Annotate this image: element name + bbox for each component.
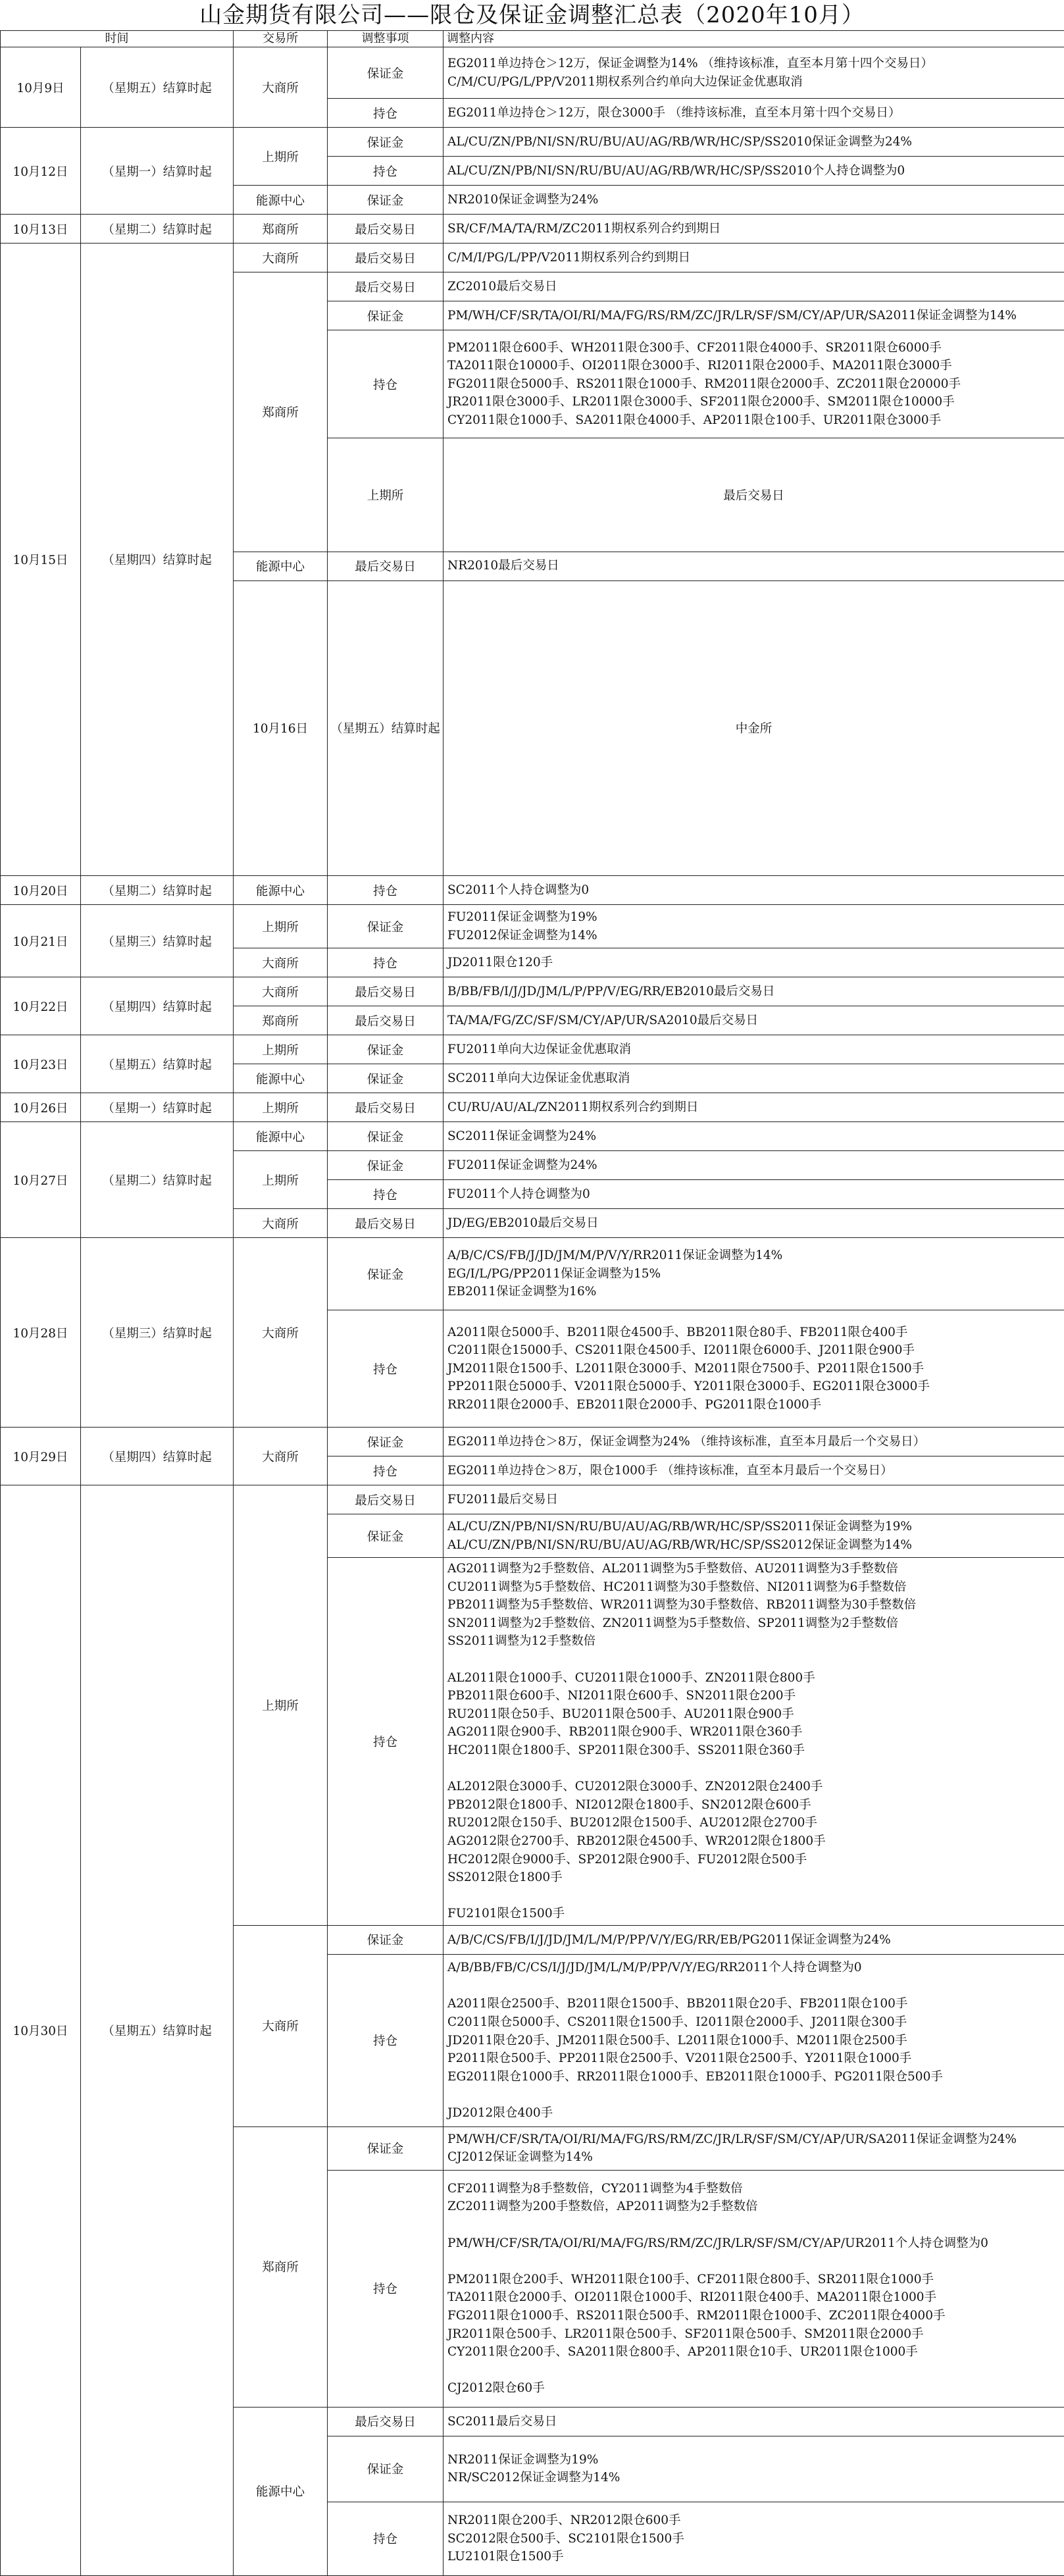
content-cell: EG2011单边持仓＞12万，限仓3000手 （维持该标准，直至本月第十四个交易日）	[443, 99, 1064, 128]
content-cell: NR2010最后交易日	[443, 552, 1064, 580]
item-cell: 保证金	[328, 301, 443, 330]
weekday-cell: （星期四）结算时起	[81, 1428, 234, 1485]
header-item: 调整事项	[328, 31, 443, 47]
item-cell: 持仓	[328, 1310, 443, 1428]
date-cell: 10月30日	[1, 1485, 81, 2576]
content-cell: B/BB/FB/I/J/JD/JM/L/P/PP/V/EG/RR/EB2010最后交易日	[443, 977, 1064, 1006]
exchange-cell: 中金所	[443, 580, 1064, 876]
content-cell: TA/MA/FG/ZC/SF/SM/CY/AP/UR/SA2010最后交易日	[443, 1006, 1064, 1035]
item-cell: 保证金	[328, 905, 443, 948]
content-cell: AL/CU/ZN/PB/NI/SN/RU/BU/AU/AG/RB/WR/HC/SP/SS2011保证金调整为19% AL/CU/ZN/PB/NI/SN/RU/BU/AU/AG/RB/WR/HC/SP/SS2012保证金调整为14%	[443, 1514, 1064, 1558]
content-cell: FU2011最后交易日	[443, 1485, 1064, 1514]
exchange-cell: 大商所	[234, 1209, 328, 1238]
content-cell: A/B/C/CS/FB/J/JD/JM/M/P/V/Y/RR2011保证金调整为14% EG/I/L/PG/PP2011保证金调整为15% EB2011保证金调整为16%	[443, 1238, 1064, 1310]
exchange-cell: 郑商所	[234, 1006, 328, 1035]
exchange-cell: 能源中心	[234, 876, 328, 905]
content-cell: PM/WH/CF/SR/TA/OI/RI/MA/FG/RS/RM/ZC/JR/LR/SF/SM/CY/AP/UR/SA2011保证金调整为24% CJ2012保证金调整为14%	[443, 2126, 1064, 2170]
item-cell: 保证金	[328, 128, 443, 157]
content-cell: CU/RU/AU/AL/ZN2011期权系列合约到期日	[443, 1093, 1064, 1122]
exchange-cell: 大商所	[234, 47, 328, 128]
date-cell: 10月13日	[1, 215, 81, 244]
exchange-cell: 大商所	[234, 1925, 328, 2126]
item-cell: 最后交易日	[328, 244, 443, 272]
content-cell: FU2011单向大边保证金优惠取消	[443, 1035, 1064, 1064]
item-cell: 最后交易日	[328, 552, 443, 580]
content-cell: AL/CU/ZN/PB/NI/SN/RU/BU/AU/AG/RB/WR/HC/SP/SS2010保证金调整为24%	[443, 128, 1064, 157]
content-cell: EG2011单边持仓＞8万，保证金调整为24% （维持该标准，直至本月最后一个交易日）	[443, 1428, 1064, 1456]
table-row	[1, 1485, 1064, 1514]
exchange-cell: 上期所	[234, 1093, 328, 1122]
content-cell: ZC2010最后交易日	[443, 272, 1064, 301]
item-cell: 保证金	[328, 47, 443, 99]
content-cell: SC2011个人持仓调整为0	[443, 876, 1064, 905]
weekday-cell: （星期五）结算时起	[328, 580, 443, 876]
exchange-cell: 郑商所	[234, 272, 328, 552]
item-cell: 保证金	[328, 2436, 443, 2502]
item-cell: 最后交易日	[328, 1485, 443, 1514]
exchange-cell: 大商所	[234, 1238, 328, 1428]
date-cell: 10月15日	[1, 244, 81, 876]
item-cell: 持仓	[328, 99, 443, 128]
exchange-cell: 大商所	[234, 948, 328, 977]
content-cell: NR2011限仓200手、NR2012限仓600手 SC2012限仓500手、SC2101限仓1500手 LU2101限仓1500手	[443, 2502, 1064, 2575]
item-cell: 持仓	[328, 948, 443, 977]
date-cell: 10月21日	[1, 905, 81, 977]
content-cell: SR/CF/MA/TA/RM/ZC2011期权系列合约到期日	[443, 215, 1064, 244]
item-cell: 持仓	[328, 1180, 443, 1209]
date-cell: 10月16日	[234, 580, 328, 876]
date-cell: 10月29日	[1, 1428, 81, 1485]
item-cell: 最后交易日	[328, 2407, 443, 2436]
table-row	[1, 1035, 1064, 1064]
date-cell: 10月26日	[1, 1093, 81, 1122]
header-exchange: 交易所	[234, 31, 328, 47]
exchange-cell: 能源中心	[234, 2407, 328, 2575]
exchange-cell: 能源中心	[234, 1122, 328, 1151]
weekday-cell: （星期五）结算时起	[81, 1035, 234, 1093]
item-cell: 保证金	[328, 1151, 443, 1180]
item-cell: 保证金	[328, 1428, 443, 1456]
exchange-cell: 能源中心	[234, 552, 328, 580]
weekday-cell: （星期一）结算时起	[81, 128, 234, 215]
content-cell: JD/EG/EB2010最后交易日	[443, 1209, 1064, 1238]
item-cell: 保证金	[328, 1238, 443, 1310]
table-row	[1, 905, 1064, 948]
item-cell: 持仓	[328, 1954, 443, 2126]
table-row	[1, 215, 1064, 244]
content-cell: JD2011限仓120手	[443, 948, 1064, 977]
exchange-cell: 大商所	[234, 244, 328, 272]
weekday-cell: （星期三）结算时起	[81, 1238, 234, 1428]
item-cell: 最后交易日	[328, 1209, 443, 1238]
exchange-cell: 上期所	[234, 905, 328, 948]
content-cell: FU2011保证金调整为24%	[443, 1151, 1064, 1180]
date-cell: 10月22日	[1, 977, 81, 1035]
content-cell: FU2011保证金调整为19% FU2012保证金调整为14%	[443, 905, 1064, 948]
content-cell: CF2011调整为8手整数倍，CY2011调整为4手整数倍 ZC2011调整为200手整数倍，AP2011调整为2手整数倍 PM/WH/CF/SR/TA/OI/RI/MA/FG/RS/RM/ZC/JR/LR/SF/SM/CY/AP/UR2011个人持仓调整为0 PM2011限仓200手、WH2011限仓100手、CF2011限仓800手、SR2011限仓1000手 TA2011限仓2000手、OI2011限仓1000手、RI2011限仓400手、MA2011限仓1000手 FG2011限仓1000手、RS2011限仓500手、RM2011限仓1000手、ZC2011限仓4000手 JR2011限仓500手、LR2011限仓500手、SF2011限仓500手、SM2011限仓2000手 CY2011限仓200手、SA2011限仓800手、AP2011限仓10手、UR2011限仓1000手 CJ2012限仓60手	[443, 2170, 1064, 2407]
item-cell: 最后交易日	[443, 438, 1064, 552]
date-cell: 10月28日	[1, 1238, 81, 1428]
exchange-cell: 郑商所	[234, 215, 328, 244]
date-cell: 10月12日	[1, 128, 81, 215]
content-cell: A/B/BB/FB/C/CS/I/J/JD/JM/L/M/P/PP/V/Y/EG/RR2011个人持仓调整为0 A2011限仓2500手、B2011限仓1500手、BB2011限仓20手、FB2011限仓100手 C2011限仓5000手、CS2011限仓1500手、I2011限仓2000手、J2011限仓300手 JD2011限仓20手、JM2011限仓500手、L2011限仓1000手、M2011限仓2500手 P2011限仓500手、PP2011限仓2500手、V2011限仓2500手、Y2011限仓1000手 EG2011限仓1000手、RR2011限仓1000手、EB2011限仓1000手、PG2011限仓500手 JD2012限仓400手	[443, 1954, 1064, 2126]
item-cell: 保证金	[328, 1514, 443, 1558]
content-cell: PM2011限仓600手、WH2011限仓300手、CF2011限仓4000手、SR2011限仓6000手 TA2011限仓10000手、OI2011限仓3000手、RI2011限仓2000手、MA2011限仓3000手 FG2011限仓5000手、RS2011限仓1000手、RM2011限仓2000手、ZC2011限仓20000手 JR2011限仓3000手、LR2011限仓3000手、SF2011限仓2000手、SM2011限仓10000手 CY2011限仓1000手、SA2011限仓4000手、AP2011限仓100手、UR2011限仓3000手	[443, 330, 1064, 438]
weekday-cell: （星期五）结算时起	[81, 1485, 234, 2576]
table-row	[1, 1428, 1064, 1456]
item-cell: 持仓	[328, 330, 443, 438]
content-cell: EG2011单边持仓＞12万，保证金调整为14% （维持该标准，直至本月第十四个交易日） C/M/CU/PG/L/PP/V2011期权系列合约单向大边保证金优惠取消	[443, 47, 1064, 99]
content-cell: SC2011保证金调整为24%	[443, 1122, 1064, 1151]
item-cell: 持仓	[328, 157, 443, 186]
weekday-cell: （星期二）结算时起	[81, 215, 234, 244]
content-cell: A/B/C/CS/FB/I/J/JD/JM/L/M/P/PP/V/Y/EG/RR/EB/PG2011保证金调整为24%	[443, 1925, 1064, 1954]
content-cell: NR2010保证金调整为24%	[443, 186, 1064, 215]
header-time: 时间	[1, 31, 234, 47]
item-cell: 持仓	[328, 1558, 443, 1926]
item-cell: 保证金	[328, 1064, 443, 1093]
weekday-cell: （星期五）结算时起	[81, 47, 234, 128]
content-cell: NR2011保证金调整为19% NR/SC2012保证金调整为14%	[443, 2436, 1064, 2502]
weekday-cell: （星期二）结算时起	[81, 1122, 234, 1238]
exchange-cell: 郑商所	[234, 2126, 328, 2407]
item-cell: 最后交易日	[328, 1006, 443, 1035]
item-cell: 保证金	[328, 186, 443, 215]
table-row	[1, 1238, 1064, 1310]
item-cell: 保证金	[328, 2126, 443, 2170]
header-row	[1, 31, 1064, 47]
content-cell: EG2011单边持仓＞8万，限仓1000手 （维持该标准，直至本月最后一个交易日）	[443, 1456, 1064, 1485]
content-cell: AL/CU/ZN/PB/NI/SN/RU/BU/AU/AG/RB/WR/HC/SP/SS2010个人持仓调整为0	[443, 157, 1064, 186]
item-cell: 保证金	[328, 1122, 443, 1151]
content-cell: C/M/I/PG/L/PP/V2011期权系列合约到期日	[443, 244, 1064, 272]
content-cell: A2011限仓5000手、B2011限仓4500手、BB2011限仓80手、FB2011限仓400手 C2011限仓15000手、CS2011限仓4500手、I2011限仓6000手、J2011限仓900手 JM2011限仓1500手、L2011限仓3000手、M2011限仓7500手、P2011限仓1500手 PP2011限仓5000手、V2011限仓5000手、Y2011限仓3000手、EG2011限仓3000手 RR2011限仓2000手、EB2011限仓2000手、PG2011限仓1000手	[443, 1310, 1064, 1428]
content-cell: AG2011调整为2手整数倍、AL2011调整为5手整数倍、AU2011调整为3手整数倍 CU2011调整为5手整数倍、HC2011调整为30手整数倍、NI2011调整为6手整数倍 PB2011调整为5手整数倍、WR2011调整为30手整数倍、RB2011调整为30手整数倍 SN2011调整为2手整数倍、ZN2011调整为5手整数倍、SP2011调整为2手整数倍 SS2011调整为12手整数倍 AL2011限仓1000手、CU2011限仓1000手、ZN2011限仓800手 PB2011限仓600手、NI2011限仓600手、SN2011限仓200手 RU2011限仓50手、BU2011限仓500手、AU2011限仓900手 AG2011限仓900手、RB2011限仓900手、WR2011限仓360手 HC2011限仓1800手、SP2011限仓300手、SS2011限仓360手 AL2012限仓3000手、CU2012限仓3000手、ZN2012限仓2400手 PB2012限仓1800手、NI2012限仓1800手、SN2012限仓600手 RU2012限仓150手、BU2012限仓1500手、AU2012限仓2700手 AG2012限仓2700手、RB2012限仓4500手、WR2012限仓1800手 HC2012限仓9000手、SP2012限仓900手、FU2012限仓500手 SS2012限仓1800手 FU2101限仓1500手	[443, 1558, 1064, 1926]
weekday-cell: （星期四）结算时起	[81, 244, 234, 876]
item-cell: 最后交易日	[328, 977, 443, 1006]
table-row	[1, 977, 1064, 1006]
page-title: 山金期货有限公司——限仓及保证金调整汇总表（2020年10月）	[0, 0, 1064, 30]
weekday-cell: （星期四）结算时起	[81, 977, 234, 1035]
content-cell: SC2011单向大边保证金优惠取消	[443, 1064, 1064, 1093]
exchange-cell: 大商所	[234, 1428, 328, 1485]
exchange-cell: 上期所	[234, 1151, 328, 1209]
item-cell: 保证金	[328, 1035, 443, 1064]
table-row	[1, 876, 1064, 905]
item-cell: 持仓	[328, 2170, 443, 2407]
table-row	[1, 244, 1064, 272]
content-cell: PM/WH/CF/SR/TA/OI/RI/MA/FG/RS/RM/ZC/JR/LR/SF/SM/CY/AP/UR/SA2011保证金调整为14%	[443, 301, 1064, 330]
table-row	[1, 128, 1064, 157]
exchange-cell: 上期所	[234, 1485, 328, 1926]
date-cell: 10月23日	[1, 1035, 81, 1093]
weekday-cell: （星期二）结算时起	[81, 876, 234, 905]
item-cell: 持仓	[328, 876, 443, 905]
exchange-cell: 能源中心	[234, 1064, 328, 1093]
weekday-cell: （星期三）结算时起	[81, 905, 234, 977]
item-cell: 最后交易日	[328, 272, 443, 301]
table-row	[1, 1122, 1064, 1151]
exchange-cell: 大商所	[234, 977, 328, 1006]
table-row	[1, 1093, 1064, 1122]
date-cell: 10月9日	[1, 47, 81, 128]
item-cell: 持仓	[328, 2502, 443, 2575]
exchange-cell: 上期所	[234, 128, 328, 186]
date-cell: 10月27日	[1, 1122, 81, 1238]
adjustment-table	[0, 30, 1064, 2576]
exchange-cell: 能源中心	[234, 186, 328, 215]
table-row	[1, 47, 1064, 99]
item-cell: 保证金	[328, 1925, 443, 1954]
content-cell: FU2011个人持仓调整为0	[443, 1180, 1064, 1209]
item-cell: 最后交易日	[328, 1093, 443, 1122]
exchange-cell: 上期所	[234, 1035, 328, 1064]
date-cell: 10月20日	[1, 876, 81, 905]
weekday-cell: （星期一）结算时起	[81, 1093, 234, 1122]
item-cell: 持仓	[328, 1456, 443, 1485]
exchange-cell: 上期所	[328, 438, 443, 552]
item-cell: 最后交易日	[328, 215, 443, 244]
header-content: 调整内容	[443, 31, 1064, 47]
content-cell: SC2011最后交易日	[443, 2407, 1064, 2436]
